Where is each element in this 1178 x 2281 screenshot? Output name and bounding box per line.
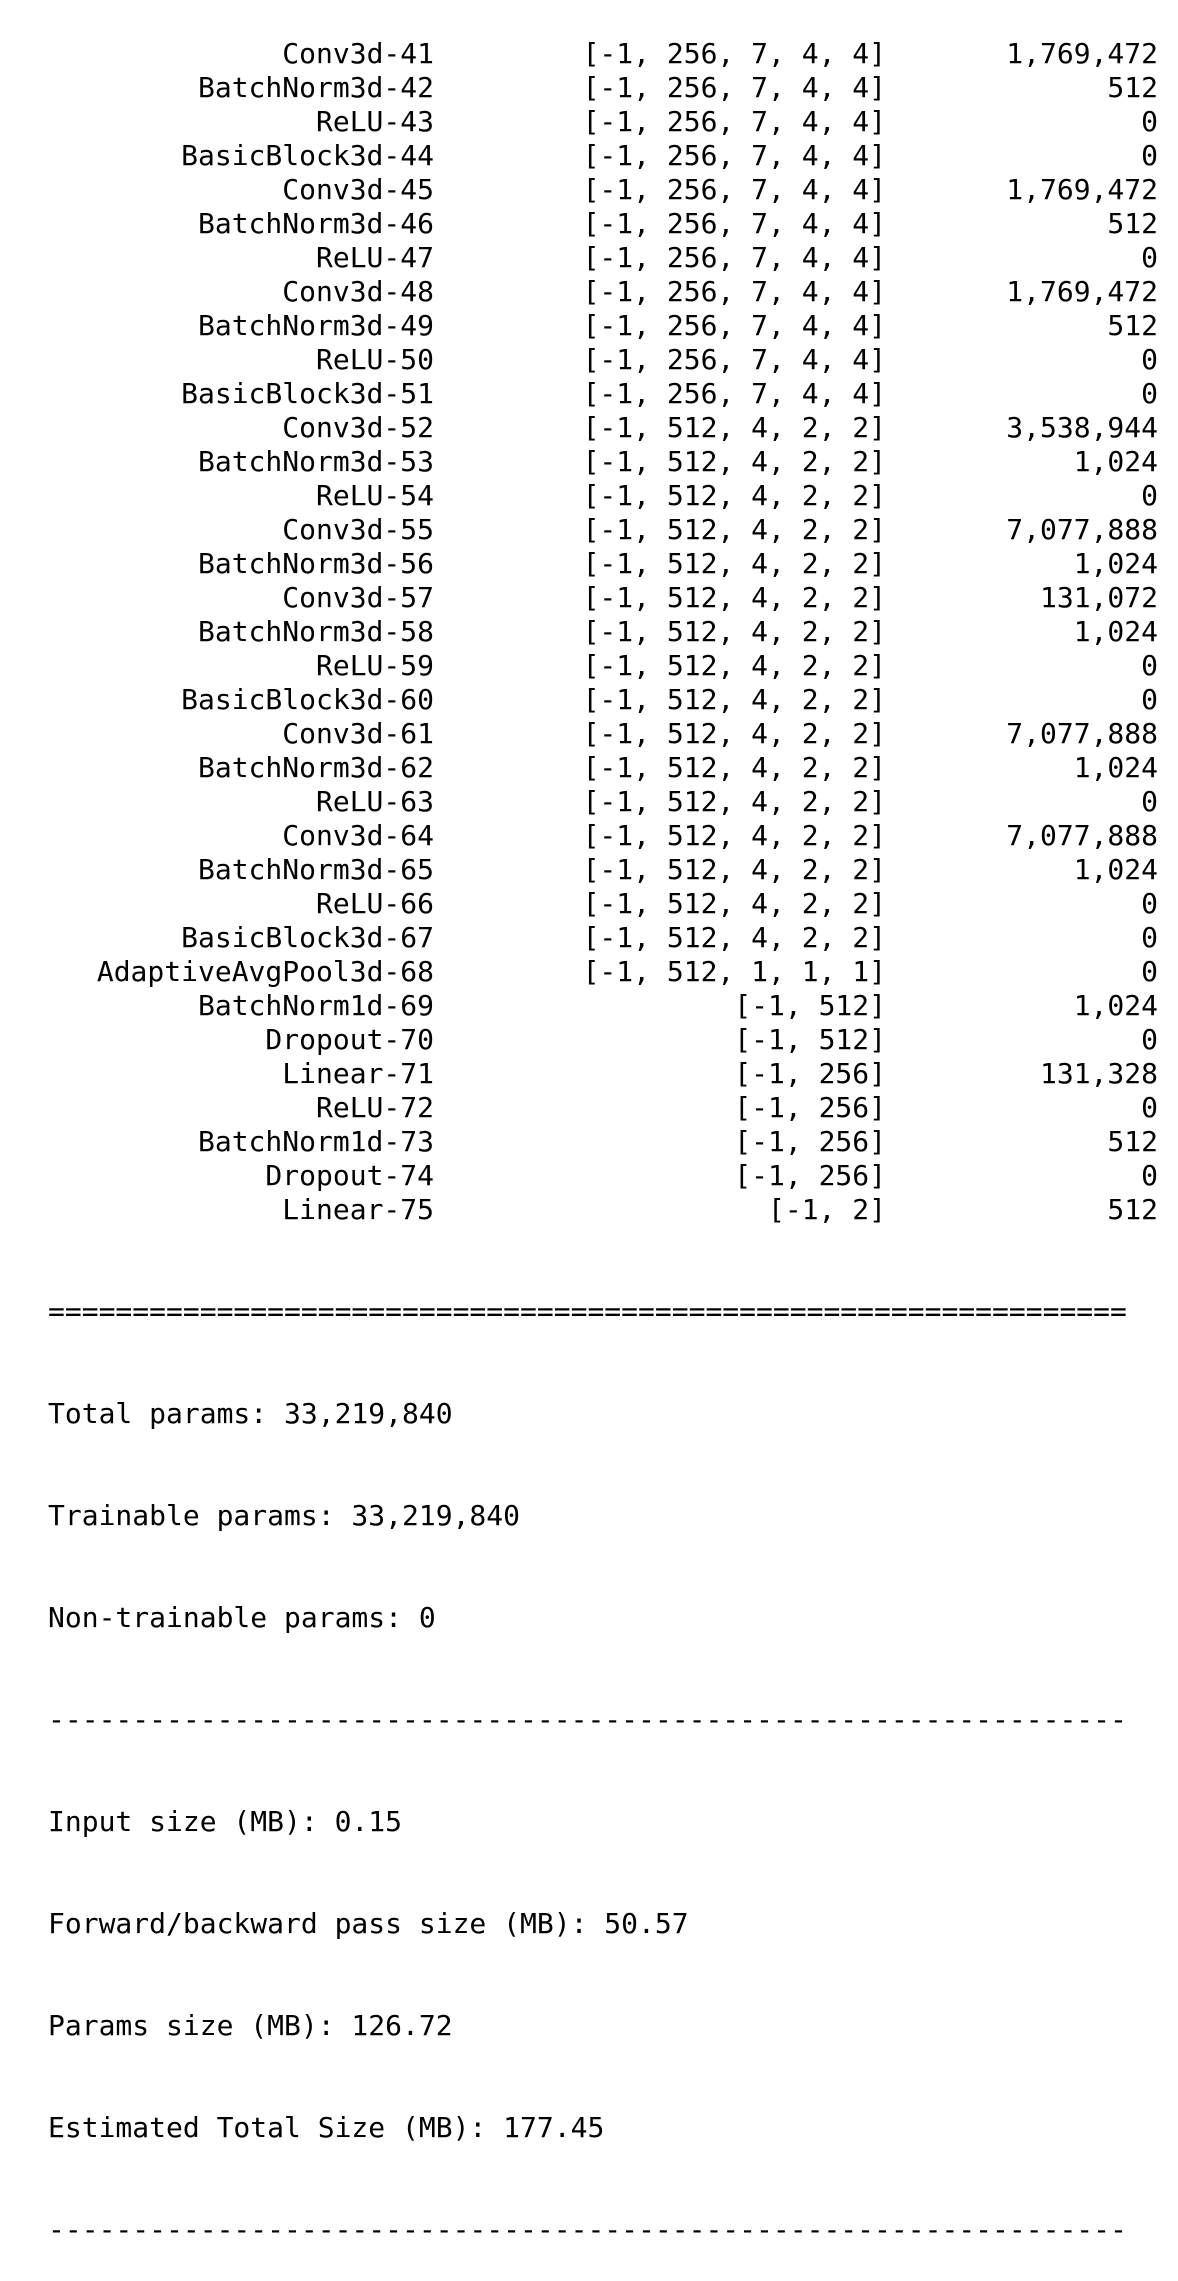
param-count: 7,077,888 bbox=[1006, 717, 1158, 750]
table-row bbox=[48, 513, 1158, 547]
param-count: 0 bbox=[1141, 887, 1158, 920]
layer-name: Conv3d-48 bbox=[282, 275, 434, 308]
trainable-params: Trainable params: 33,219,840 bbox=[48, 1499, 521, 1532]
output-shape: [-1, 512, 4, 2, 2] bbox=[582, 615, 886, 648]
layer-name: BatchNorm3d-56 bbox=[197, 547, 434, 580]
param-count: 1,024 bbox=[1073, 547, 1158, 580]
param-count: 0 bbox=[1141, 683, 1158, 716]
table-row bbox=[48, 717, 1158, 751]
output-shape: [-1, 256] bbox=[734, 1091, 886, 1124]
output-shape: [-1, 512, 4, 2, 2] bbox=[582, 921, 886, 954]
layer-name: Dropout-74 bbox=[265, 1159, 434, 1192]
param-count: 0 bbox=[1141, 479, 1158, 512]
single-separator-bottom: ---------------------------------------------------------------- bbox=[48, 2213, 1127, 2246]
output-shape: [-1, 256, 7, 4, 4] bbox=[582, 105, 886, 138]
param-count: 1,024 bbox=[1073, 853, 1158, 886]
table-row bbox=[48, 1023, 1158, 1057]
layer-name: ReLU-54 bbox=[315, 479, 434, 512]
total-params: Total params: 33,219,840 bbox=[48, 1397, 453, 1430]
layer-name: Conv3d-52 bbox=[282, 411, 434, 444]
table-row bbox=[48, 241, 1158, 275]
table-row bbox=[48, 887, 1158, 921]
layer-name: ReLU-59 bbox=[315, 649, 434, 682]
output-shape: [-1, 512, 4, 2, 2] bbox=[582, 751, 886, 784]
layer-name: Linear-71 bbox=[282, 1057, 434, 1090]
param-count: 1,769,472 bbox=[1006, 37, 1158, 70]
param-count: 512 bbox=[1107, 71, 1158, 104]
non-trainable-params: Non-trainable params: 0 bbox=[48, 1601, 436, 1634]
layer-name: BatchNorm3d-49 bbox=[197, 309, 434, 342]
param-count: 512 bbox=[1107, 1193, 1158, 1226]
layer-name: BatchNorm3d-42 bbox=[197, 71, 434, 104]
output-shape: [-1, 512, 4, 2, 2] bbox=[582, 513, 886, 546]
table-row bbox=[48, 173, 1158, 207]
table-row bbox=[48, 275, 1158, 309]
param-count: 1,769,472 bbox=[1006, 275, 1158, 308]
layer-name: Conv3d-64 bbox=[282, 819, 434, 852]
table-row bbox=[48, 377, 1158, 411]
layer-name: BatchNorm3d-65 bbox=[197, 853, 434, 886]
param-count: 0 bbox=[1141, 1159, 1158, 1192]
param-count: 0 bbox=[1141, 343, 1158, 376]
table-row bbox=[48, 1193, 1158, 1227]
table-row bbox=[48, 105, 1158, 139]
layer-name: ReLU-72 bbox=[315, 1091, 434, 1124]
table-row bbox=[48, 547, 1158, 581]
table-row bbox=[48, 785, 1158, 819]
output-shape: [-1, 256] bbox=[734, 1159, 886, 1192]
table-row bbox=[48, 683, 1158, 717]
layer-name: ReLU-66 bbox=[315, 887, 434, 920]
output-shape: [-1, 256, 7, 4, 4] bbox=[582, 173, 886, 206]
output-shape: [-1, 256, 7, 4, 4] bbox=[582, 37, 886, 70]
output-shape: [-1, 512, 4, 2, 2] bbox=[582, 683, 886, 716]
param-count: 131,328 bbox=[1039, 1057, 1158, 1090]
layer-name: AdaptiveAvgPool3d-68 bbox=[96, 955, 434, 988]
layer-name: BasicBlock3d-51 bbox=[181, 377, 434, 410]
output-shape: [-1, 512, 4, 2, 2] bbox=[582, 445, 886, 478]
output-shape: [-1, 512, 1, 1, 1] bbox=[582, 955, 886, 988]
table-row bbox=[48, 139, 1158, 173]
param-count: 0 bbox=[1141, 955, 1158, 988]
output-shape: [-1, 256, 7, 4, 4] bbox=[582, 309, 886, 342]
layer-name: ReLU-63 bbox=[315, 785, 434, 818]
layer-name: ReLU-47 bbox=[315, 241, 434, 274]
output-shape: [-1, 256, 7, 4, 4] bbox=[582, 139, 886, 172]
layer-name: Conv3d-55 bbox=[282, 513, 434, 546]
output-shape: [-1, 512, 4, 2, 2] bbox=[582, 819, 886, 852]
layer-name: Linear-75 bbox=[282, 1193, 434, 1226]
double-separator: ================================================================ bbox=[48, 1295, 1127, 1328]
layer-name: BasicBlock3d-60 bbox=[181, 683, 434, 716]
table-row bbox=[48, 819, 1158, 853]
table-row bbox=[48, 411, 1158, 445]
param-count: 1,024 bbox=[1073, 445, 1158, 478]
param-count: 1,024 bbox=[1073, 989, 1158, 1022]
table-row bbox=[48, 921, 1158, 955]
layer-name: ReLU-43 bbox=[315, 105, 434, 138]
params-size: Params size (MB): 126.72 bbox=[48, 2009, 453, 2042]
layer-name: Conv3d-41 bbox=[282, 37, 434, 70]
output-shape: [-1, 512, 4, 2, 2] bbox=[582, 547, 886, 580]
output-shape: [-1, 256, 7, 4, 4] bbox=[582, 241, 886, 274]
table-row bbox=[48, 71, 1158, 105]
param-count: 0 bbox=[1141, 649, 1158, 682]
table-row bbox=[48, 989, 1158, 1023]
output-shape: [-1, 512, 4, 2, 2] bbox=[582, 785, 886, 818]
param-count: 7,077,888 bbox=[1006, 513, 1158, 546]
param-count: 1,024 bbox=[1073, 751, 1158, 784]
table-row bbox=[48, 343, 1158, 377]
param-count: 0 bbox=[1141, 1091, 1158, 1124]
output-shape: [-1, 512, 4, 2, 2] bbox=[582, 649, 886, 682]
layer-name: Conv3d-61 bbox=[282, 717, 434, 750]
table-row bbox=[48, 1159, 1158, 1193]
param-count: 0 bbox=[1141, 139, 1158, 172]
terminal-output bbox=[48, 0, 1158, 2281]
output-shape: [-1, 2] bbox=[767, 1193, 886, 1226]
table-row bbox=[48, 853, 1158, 887]
output-shape: [-1, 512, 4, 2, 2] bbox=[582, 581, 886, 614]
output-shape: [-1, 256, 7, 4, 4] bbox=[582, 207, 886, 240]
param-count: 512 bbox=[1107, 1125, 1158, 1158]
param-count: 3,538,944 bbox=[1006, 411, 1158, 444]
param-count: 512 bbox=[1107, 207, 1158, 240]
table-row bbox=[48, 955, 1158, 989]
layer-name: BatchNorm3d-62 bbox=[197, 751, 434, 784]
layer-name: BatchNorm1d-69 bbox=[197, 989, 434, 1022]
table-row bbox=[48, 1057, 1158, 1091]
layer-name: BasicBlock3d-44 bbox=[181, 139, 434, 172]
table-row bbox=[48, 445, 1158, 479]
table-row bbox=[48, 751, 1158, 785]
output-shape: [-1, 256, 7, 4, 4] bbox=[582, 343, 886, 376]
table-row bbox=[48, 581, 1158, 615]
layer-name: BasicBlock3d-67 bbox=[181, 921, 434, 954]
layer-name: BatchNorm3d-46 bbox=[197, 207, 434, 240]
table-row bbox=[48, 649, 1158, 683]
param-count: 0 bbox=[1141, 1023, 1158, 1056]
table-row bbox=[48, 1125, 1158, 1159]
output-shape: [-1, 512] bbox=[734, 989, 886, 1022]
table-row-clipped bbox=[48, 37, 1158, 71]
table-row bbox=[48, 615, 1158, 649]
output-shape: [-1, 512, 4, 2, 2] bbox=[582, 411, 886, 444]
layer-name: ReLU-50 bbox=[315, 343, 434, 376]
layer-name: BatchNorm3d-53 bbox=[197, 445, 434, 478]
output-shape: [-1, 256] bbox=[734, 1057, 886, 1090]
param-count: 0 bbox=[1141, 785, 1158, 818]
output-shape: [-1, 256] bbox=[734, 1125, 886, 1158]
layer-name: Conv3d-57 bbox=[282, 581, 434, 614]
param-count: 0 bbox=[1141, 241, 1158, 274]
input-size: Input size (MB): 0.15 bbox=[48, 1805, 403, 1838]
table-row bbox=[48, 309, 1158, 343]
param-count: 0 bbox=[1141, 105, 1158, 138]
output-shape: [-1, 512, 4, 2, 2] bbox=[582, 717, 886, 750]
output-shape: [-1, 512, 4, 2, 2] bbox=[582, 853, 886, 886]
estimated-total-size: Estimated Total Size (MB): 177.45 bbox=[48, 2111, 605, 2144]
layer-name: Dropout-70 bbox=[265, 1023, 434, 1056]
forward-backward-size: Forward/backward pass size (MB): 50.57 bbox=[48, 1907, 689, 1940]
output-shape: [-1, 256, 7, 4, 4] bbox=[582, 71, 886, 104]
table-row bbox=[48, 1091, 1158, 1125]
single-separator: ---------------------------------------------------------------- bbox=[48, 1703, 1127, 1736]
output-shape: [-1, 512, 4, 2, 2] bbox=[582, 887, 886, 920]
layer-name: BatchNorm3d-58 bbox=[197, 615, 434, 648]
param-count: 1,769,472 bbox=[1006, 173, 1158, 206]
param-count: 0 bbox=[1141, 377, 1158, 410]
layer-name: BatchNorm1d-73 bbox=[197, 1125, 434, 1158]
table-row bbox=[48, 207, 1158, 241]
output-shape: [-1, 256, 7, 4, 4] bbox=[582, 377, 886, 410]
param-count: 1,024 bbox=[1073, 615, 1158, 648]
param-count: 512 bbox=[1107, 309, 1158, 342]
table-row bbox=[48, 479, 1158, 513]
param-count: 7,077,888 bbox=[1006, 819, 1158, 852]
layer-name: Conv3d-45 bbox=[282, 173, 434, 206]
output-shape: [-1, 256, 7, 4, 4] bbox=[582, 275, 886, 308]
param-count: 131,072 bbox=[1039, 581, 1158, 614]
output-shape: [-1, 512] bbox=[734, 1023, 886, 1056]
layer-summary-table bbox=[48, 37, 1158, 1227]
output-shape: [-1, 512, 4, 2, 2] bbox=[582, 479, 886, 512]
param-count: 0 bbox=[1141, 921, 1158, 954]
